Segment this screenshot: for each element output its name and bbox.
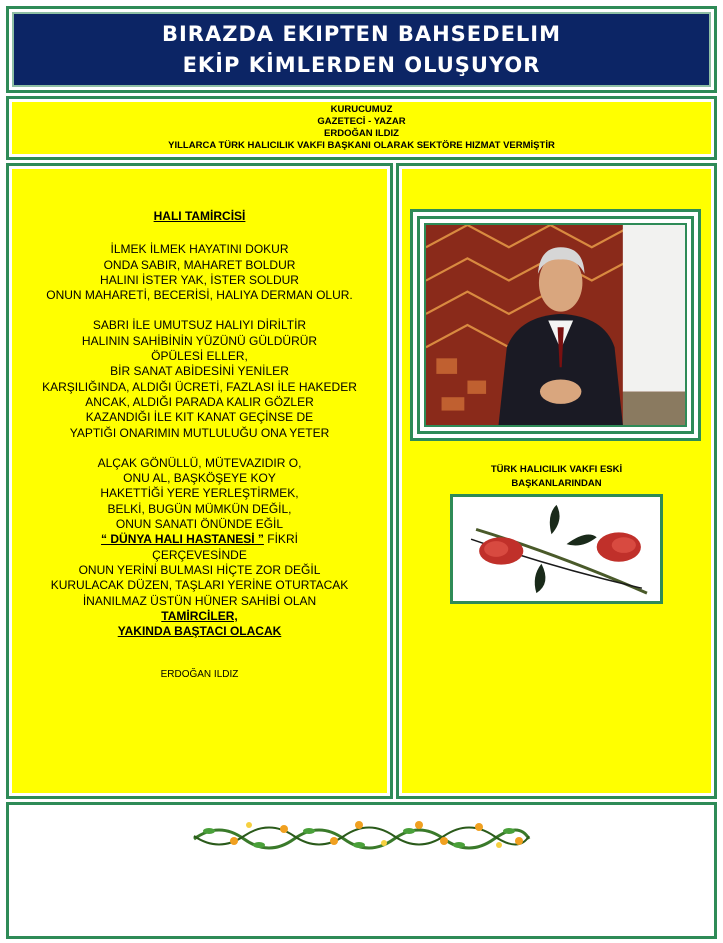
poem-closing-2: YAKINDA BAŞTACI OLACAK [117, 624, 282, 639]
founder-name: ERDOĞAN ILDIZ [324, 128, 399, 139]
founder-label: KURUCUMUZ [330, 104, 393, 115]
poem-line: YAPTIĞI ONARIMIN MUTLULUĞU ONA YETER [69, 425, 330, 440]
poem-stanza-3 [20, 456, 379, 640]
poem-line: HALINI İSTER YAK, İSTER SOLDUR [100, 272, 299, 287]
side-panel [396, 163, 717, 799]
poem-line: KAZANDIĞI İLE KIT KANAT GEÇİNSE DE [85, 410, 314, 425]
poem-title: HALI TAMİRCİSİ [153, 209, 246, 223]
poem-hospital-line [20, 532, 379, 547]
poem-line: ONU AL, BAŞKÖŞEYE KOY [123, 471, 276, 486]
poem-line: KURULACAK DÜZEN, TAŞLARI YERİNE OTURTACAK [50, 578, 349, 593]
poem-line: ONUN SANATI ÖNÜNDE EĞİL [115, 517, 284, 532]
poem-panel [6, 163, 393, 799]
poem-line: İLMEK İLMEK HAYATINI DOKUR [110, 242, 289, 257]
founder-role: GAZETECİ - YAZAR [317, 116, 406, 127]
portrait-frame [410, 209, 701, 441]
portrait-photo [424, 223, 687, 427]
poem-line: ALÇAK GÖNÜLLÜ, MÜTEVAZIDIR O, [97, 455, 302, 470]
caption-line-2: BAŞKANLARINDAN [511, 478, 602, 489]
poem-line: ÇERÇEVESİNDE [152, 547, 247, 562]
poem-hospital-after: FİKRİ [263, 532, 298, 547]
founder-panel [6, 96, 717, 160]
header-banner [6, 6, 717, 93]
poem-stanza-1 [20, 242, 379, 303]
poem-line: BİR SANAT ABİDESİNİ YENİLER [110, 364, 289, 379]
rose-image [456, 500, 657, 598]
footer-panel [6, 802, 717, 939]
poem-line: ONDA SABIR, MAHARET BOLDUR [103, 257, 296, 272]
poem-line: KARŞILIĞINDA, ALDIĞI ÜCRETİ, FAZLASI İLE HAKEDER [42, 379, 357, 394]
portrait-caption [402, 463, 711, 491]
poem-line: BELKİ, BUGÜN MÜMKÜN DEĞİL, [107, 501, 292, 516]
poem-line: ONUN MAHARETİ, BECERİSİ, HALIYA DERMAN OLUR. [46, 288, 353, 303]
poem-line: HALININ SAHİBİNİN YÜZÜNÜ GÜLDÜRÜR [81, 333, 318, 348]
founder-description: YILLARCA TÜRK HALICILIK VAKFI BAŞKANI OLARAK SEKTÖRE HIZMAT VERMİŞTİR [168, 140, 555, 151]
poem-line: SABRI İLE UMUTSUZ HALIYI DİRİLTİR [92, 318, 307, 333]
poem-line: ONUN YERİNİ BULMASI HİÇTE ZOR DEĞİL [78, 562, 321, 577]
header-title-line2: EKİP KİMLERDEN OLUŞUYOR [182, 52, 541, 77]
poem-line: ÖPÜLESİ ELLER, [151, 349, 248, 364]
rose-frame [450, 494, 663, 604]
poem-line: ANCAK, ALDIĞI PARADA KALIR GÖZLER [85, 394, 314, 409]
poem-author: ERDOĞAN ILDIZ [160, 669, 239, 681]
header-title-line1: BIRAZDA EKIPTEN BAHSEDELIM [161, 21, 562, 46]
poem-hospital-name: “ DÜNYA HALI HASTANESİ ” [101, 532, 264, 547]
caption-line-1: TÜRK HALICILIK VAKFI ESKİ [490, 464, 623, 475]
poem-closing-1: TAMİRCİLER, [161, 608, 238, 623]
poem-stanza-2 [20, 318, 379, 440]
poem-line: HAKETTİĞİ YERE YERLEŞTİRMEK, [100, 486, 299, 501]
poem-line: İNANILMAZ ÜSTÜN HÜNER SAHİBİ OLAN [82, 593, 317, 608]
flower-garland-divider [189, 811, 534, 861]
